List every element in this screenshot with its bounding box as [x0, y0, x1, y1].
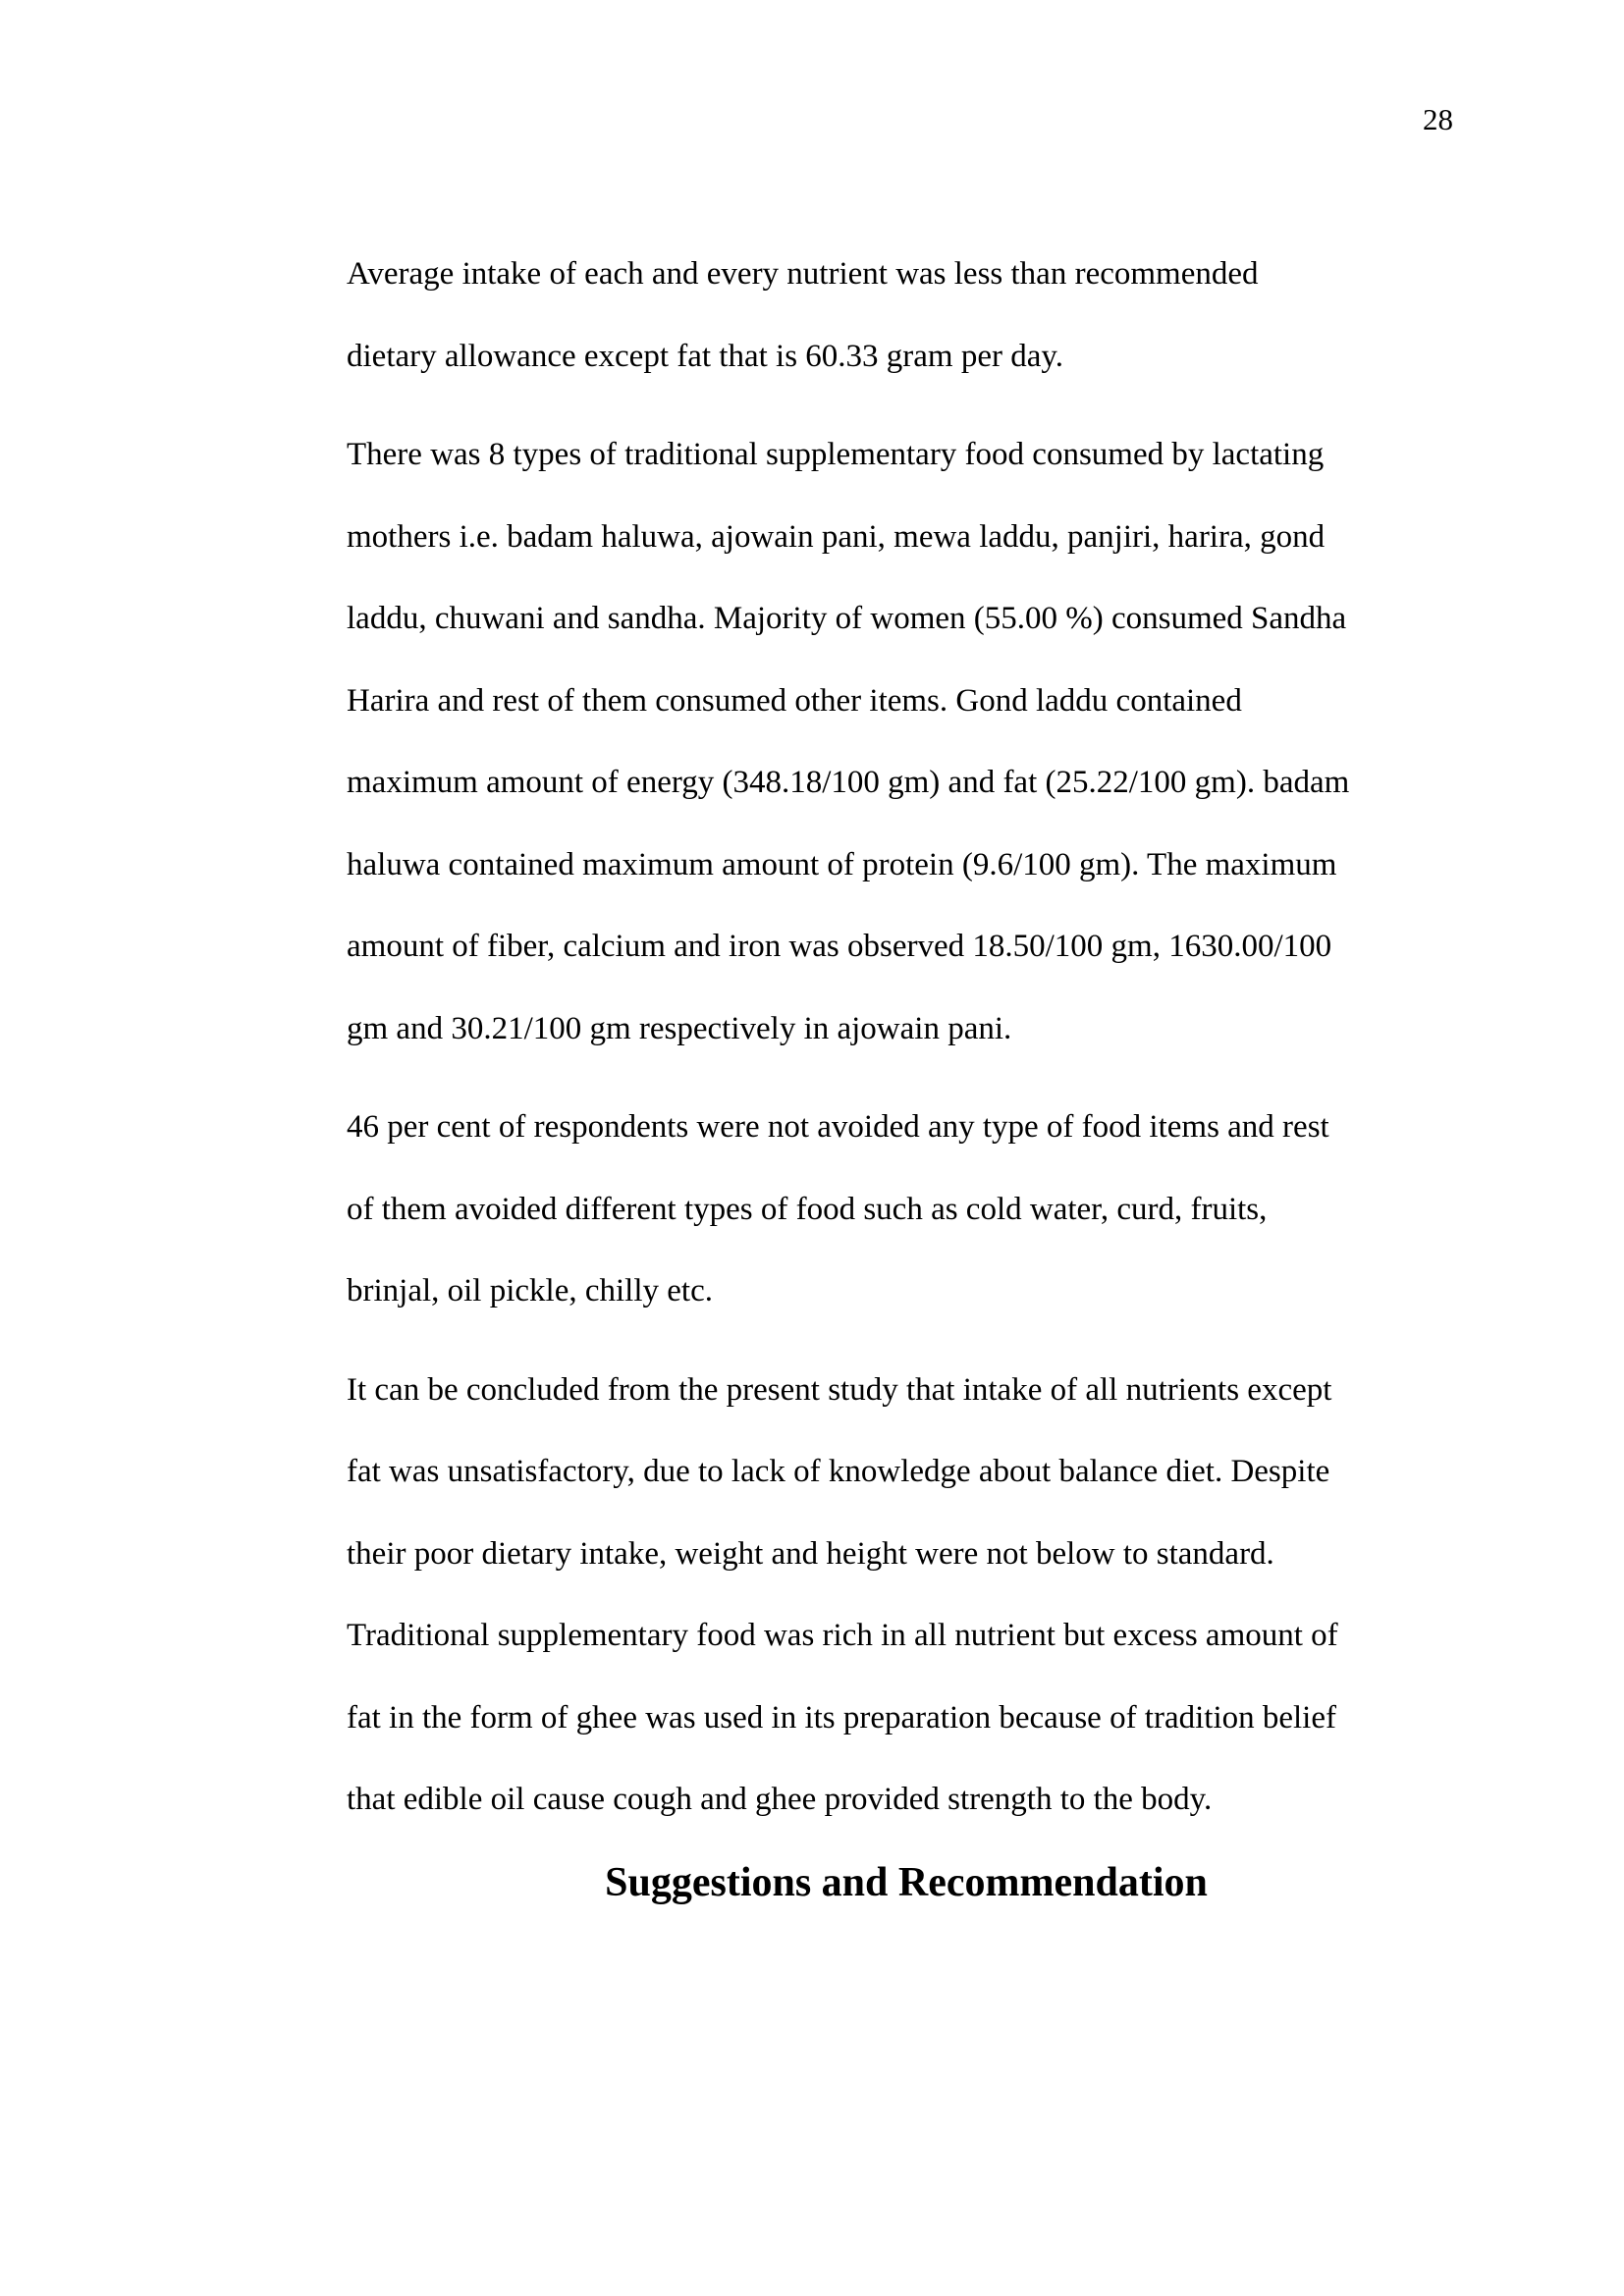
section-heading: Suggestions and Recommendation: [605, 1860, 1208, 1905]
text-line: amount of fiber, calcium and iron was observed 18.50/100 gm, 1630.00/100: [347, 929, 1332, 964]
text-line: It can be concluded from the present study that intake of all nutrients except: [347, 1371, 1332, 1408]
paragraph-conclusion: [347, 1350, 1466, 1842]
paragraph-food-avoidance: [347, 1087, 1466, 1333]
text-line: Average intake of each and every nutrient was less than recommended: [347, 256, 1259, 292]
text-line: haluwa contained maximum amount of protein (9.6/100 gm). The maximum: [347, 846, 1337, 882]
text-line: fat was unsatisfactory, due to lack of knowledge about balance diet. Despite: [347, 1454, 1330, 1489]
text-line: brinjal, oil pickle, chilly etc.: [347, 1273, 713, 1308]
text-line: Harira and rest of them consumed other items. Gond laddu contained: [347, 682, 1242, 719]
text-line: their poor dietary intake, weight and height were not below to standard.: [347, 1535, 1274, 1572]
page-number: 28: [1423, 102, 1453, 136]
body-text: [347, 234, 1466, 1858]
text-line: 46 per cent of respondents were not avoided any type of food items and rest: [347, 1109, 1329, 1145]
text-line: mothers i.e. badam haluwa, ajowain pani, mewa laddu, panjiri, harira, gond: [347, 518, 1326, 555]
text-line: There was 8 types of traditional supplementary food consumed by lactating: [347, 437, 1325, 472]
text-line: laddu, chuwani and sandha. Majority of women (55.00 %) consumed Sandha: [347, 601, 1347, 636]
text-line: gm and 30.21/100 gm respectively in ajowain pani.: [347, 1010, 1012, 1046]
text-line: Traditional supplementary food was rich in all nutrient but excess amount of: [347, 1618, 1338, 1653]
paragraph-supplementary-food: [347, 414, 1466, 1070]
text-line: of them avoided different types of food such as cold water, curd, fruits,: [347, 1191, 1268, 1227]
paragraph-nutrient-intake: [347, 234, 1466, 398]
text-line: maximum amount of energy (348.18/100 gm) and fat (25.22/100 gm). badam: [347, 765, 1350, 800]
text-line: that edible oil cause cough and ghee provided strength to the body.: [347, 1782, 1213, 1817]
text-line: dietary allowance except fat that is 60.33 gram per day.: [347, 338, 1063, 374]
text-line: fat in the form of ghee was used in its preparation because of tradition belief: [347, 1699, 1336, 1735]
